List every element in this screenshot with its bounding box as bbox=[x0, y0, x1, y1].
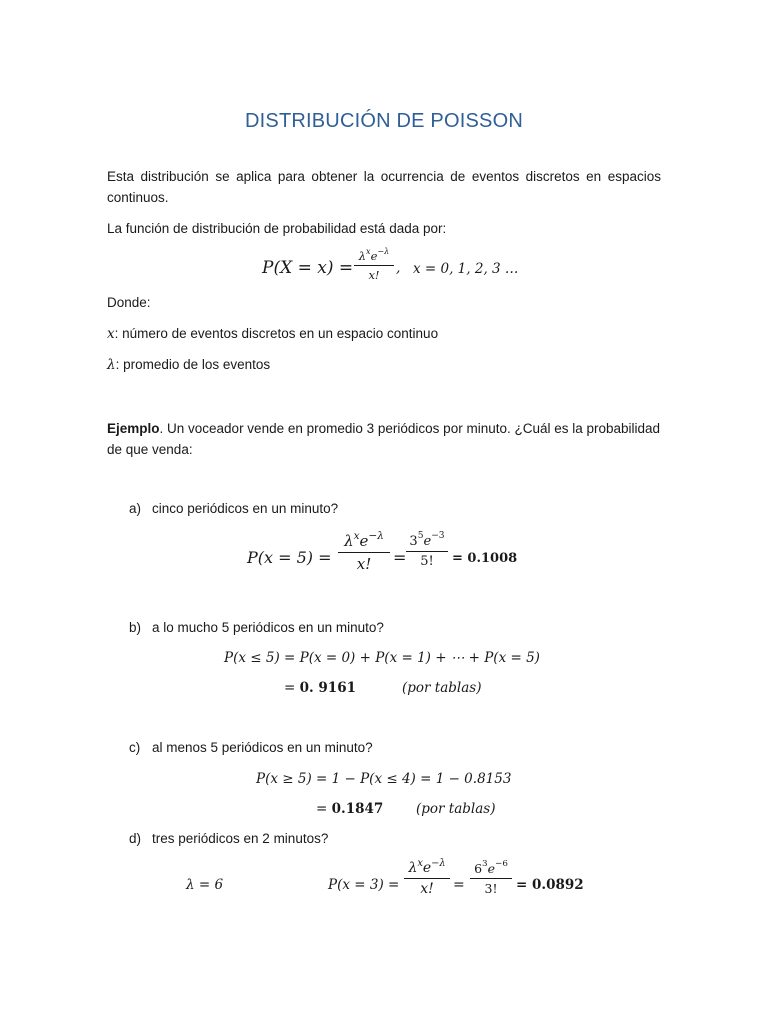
item-a-f2-num-e: e bbox=[423, 534, 432, 549]
item-a-f1-num-e-exp: −λ bbox=[368, 530, 384, 542]
item-a-question: cinco periódicos en un minuto? bbox=[152, 501, 339, 516]
item-d-f2-num: 6 bbox=[474, 861, 483, 876]
pdf-intro-text: La función de distribución de probabilidad está dada por: bbox=[107, 221, 447, 236]
item-d-result: = 0.0892 bbox=[516, 877, 584, 893]
item-a-f1-num-e: e bbox=[359, 532, 369, 550]
formula-den: x! bbox=[368, 268, 380, 282]
item-b-line1: P(x ≤ 5) = P(x = 0) + P(x = 1) + ⋯ + P(x = 5) bbox=[224, 650, 540, 666]
item-d-equals: = bbox=[453, 877, 465, 893]
def-lambda-text: : promedio de los eventos bbox=[115, 357, 271, 372]
item-b-line2 bbox=[284, 680, 356, 696]
item-d-f1-num-e-exp: −λ bbox=[431, 858, 446, 869]
item-d-f2-den: 3! bbox=[484, 881, 498, 896]
item-d-f1-num: λ bbox=[408, 860, 418, 876]
formula-lhs: P(X = x) = bbox=[262, 258, 354, 278]
item-a-fraction-2 bbox=[406, 533, 448, 569]
item-a-f2-num: 3 bbox=[409, 534, 418, 549]
item-c-result: 0.1847 bbox=[331, 801, 384, 817]
formula-num-exp: x bbox=[366, 247, 371, 256]
formula-range: x = 0, 1, 2, 3 … bbox=[413, 261, 519, 277]
item-a-result: = 0.1008 bbox=[452, 551, 518, 566]
definition-lambda bbox=[107, 357, 270, 373]
example-text: . Un voceador vende en promedio 3 periódicos por minuto. ¿Cuál es la probabilidad de que venda: bbox=[107, 421, 661, 457]
item-b-note: (por tablas) bbox=[402, 680, 482, 696]
item-a-f1-den: x! bbox=[356, 555, 372, 573]
formula-fraction bbox=[354, 249, 394, 282]
item-d-f2-num-e-exp: −6 bbox=[495, 859, 508, 869]
item-c-note: (por tablas) bbox=[416, 801, 496, 817]
item-d-marker: d) bbox=[129, 831, 142, 846]
item-a-f1-num-exp: x bbox=[353, 530, 360, 542]
donde-label: Donde: bbox=[107, 295, 151, 310]
item-b-marker: b) bbox=[129, 620, 142, 635]
def-x-symbol: x bbox=[107, 326, 115, 342]
item-a-equals: = bbox=[393, 548, 407, 567]
item-d-f1-num-e: e bbox=[422, 860, 432, 876]
item-a-f2-den: 5! bbox=[420, 554, 434, 569]
def-lambda-symbol: λ bbox=[107, 357, 116, 373]
item-b-result: 0. 9161 bbox=[299, 680, 356, 696]
item-d-fraction-2 bbox=[470, 861, 512, 896]
item-c-line2 bbox=[316, 801, 383, 817]
item-a-f2-num-exp: 5 bbox=[417, 531, 424, 541]
item-a-marker: a) bbox=[129, 501, 142, 516]
example-paragraph bbox=[107, 418, 661, 460]
example-label: Ejemplo bbox=[107, 421, 160, 436]
page-title: DISTRIBUCIÓN DE POISSON bbox=[245, 110, 523, 132]
def-x-text: : número de eventos discretos en un espacio continuo bbox=[114, 326, 439, 341]
formula-num-lambda: λ bbox=[358, 249, 367, 263]
item-d-lhs: P(x = 3) = bbox=[328, 877, 400, 893]
item-d-f1-num-exp: x bbox=[417, 858, 423, 869]
item-d-lambda: λ = 6 bbox=[186, 877, 224, 893]
item-d-f2-num-e: e bbox=[487, 861, 496, 876]
formula-num-e-exp: −λ bbox=[377, 247, 390, 256]
item-d-f2-num-exp: 3 bbox=[482, 859, 488, 869]
item-a-f2-num-e-exp: −3 bbox=[431, 531, 445, 541]
item-c-line2-eq: = bbox=[316, 801, 332, 817]
item-a-fraction-1 bbox=[338, 532, 390, 573]
item-a-f1-num: λ bbox=[344, 532, 354, 550]
definition-x bbox=[107, 326, 438, 342]
item-c-marker: c) bbox=[129, 740, 141, 755]
item-b-question: a lo mucho 5 periódicos en un minuto? bbox=[152, 620, 384, 635]
item-d-f1-den: x! bbox=[420, 881, 434, 897]
intro-paragraph: Esta distribución se aplica para obtener la ocurrencia de eventos discretos en espacios continuos. bbox=[107, 169, 661, 205]
formula-num-e: e bbox=[370, 249, 378, 263]
item-d-question: tres periódicos en 2 minutos? bbox=[152, 831, 329, 846]
item-b-line2-eq: = bbox=[284, 680, 300, 696]
item-c-line1: P(x ≥ 5) = 1 − P(x ≤ 4) = 1 − 0.8153 bbox=[256, 771, 512, 787]
item-d-fraction-1 bbox=[404, 860, 450, 897]
item-c-question: al menos 5 periódicos en un minuto? bbox=[152, 740, 373, 755]
item-a-lhs: P(x = 5) = bbox=[247, 548, 332, 567]
formula-comma: , bbox=[396, 260, 401, 276]
